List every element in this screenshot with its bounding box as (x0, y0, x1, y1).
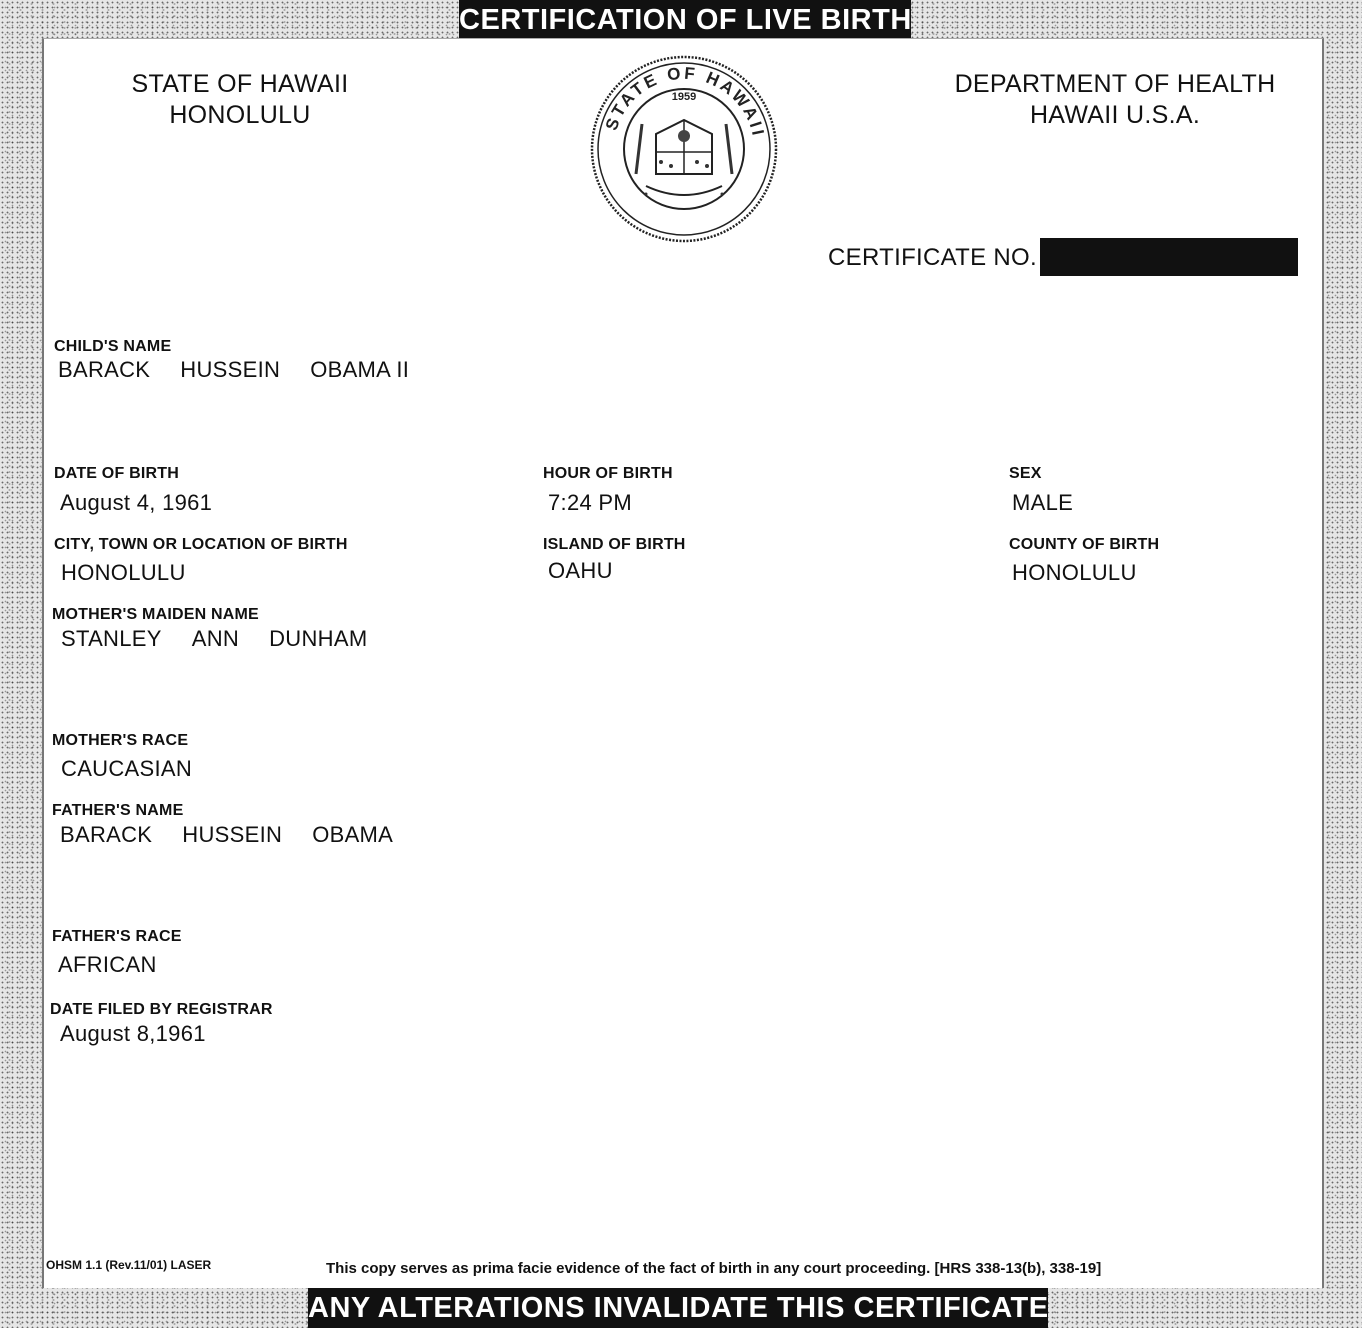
fathers-race-label: FATHER'S RACE (52, 928, 182, 945)
mothers-last-name: DUNHAM (269, 626, 368, 651)
header-left (120, 70, 360, 130)
header-department: DEPARTMENT OF HEALTH (954, 70, 1276, 98)
fathers-name-value (60, 822, 423, 848)
seal-year: 1959 (671, 91, 697, 103)
sex-value: MALE (1012, 490, 1074, 515)
fathers-last-name: OBAMA (312, 822, 394, 847)
fathers-race-value: AFRICAN (58, 952, 157, 977)
date-of-birth-value: August 4, 1961 (60, 490, 213, 515)
childs-last-name: OBAMA II (310, 357, 410, 382)
header-country: HAWAII U.S.A. (1029, 101, 1201, 129)
certificate-number-label: CERTIFICATE NO. (828, 244, 1037, 271)
hour-of-birth-value: 7:24 PM (548, 490, 633, 515)
childs-name-label: CHILD'S NAME (54, 338, 172, 355)
fathers-name-label: FATHER'S NAME (52, 802, 184, 819)
childs-first-name: BARACK (58, 357, 151, 382)
header-right (950, 70, 1280, 130)
childs-middle-name: HUSSEIN (180, 357, 281, 382)
mothers-race-label: MOTHER'S RACE (52, 732, 189, 749)
city-of-birth-value: HONOLULU (61, 560, 186, 585)
mothers-race-value: CAUCASIAN (61, 756, 193, 781)
alterations-banner: ANY ALTERATIONS INVALIDATE THIS CERTIFICATE (308, 1288, 1048, 1328)
hour-of-birth-label: HOUR OF BIRTH (543, 465, 673, 482)
header-city: HONOLULU (169, 101, 311, 129)
date-of-birth-label: DATE OF BIRTH (54, 465, 179, 482)
sex-label: SEX (1009, 465, 1042, 482)
footer-note: This copy serves as prima facie evidence of the fact of birth in any court proceeding. [HRS 338-13(b), 338-19] (326, 1260, 1102, 1277)
city-of-birth-label: CITY, TOWN OR LOCATION OF BIRTH (54, 536, 348, 553)
date-filed-value: August 8,1961 (60, 1021, 206, 1046)
island-of-birth-label: ISLAND OF BIRTH (543, 536, 686, 553)
header-state: STATE OF HAWAII (131, 70, 349, 98)
fathers-first-name: BARACK (60, 822, 153, 847)
form-id: OHSM 1.1 (Rev.11/01) LASER (46, 1258, 212, 1272)
state-seal-icon (586, 54, 782, 244)
title-banner: CERTIFICATION OF LIVE BIRTH (459, 0, 911, 40)
date-filed-label: DATE FILED BY REGISTRAR (50, 1001, 273, 1018)
fathers-middle-name: HUSSEIN (182, 822, 283, 847)
mothers-maiden-name-label: MOTHER'S MAIDEN NAME (52, 606, 259, 623)
seal-text: STATE OF HAWAII (601, 63, 769, 140)
mothers-first-name: STANLEY (61, 626, 162, 651)
county-of-birth-label: COUNTY OF BIRTH (1009, 536, 1160, 553)
mothers-middle-name: ANN (191, 626, 240, 651)
mothers-maiden-name-value (61, 626, 397, 652)
childs-name-value (58, 357, 439, 383)
island-of-birth-value: OAHU (548, 558, 613, 583)
certificate-number-redacted (1040, 238, 1298, 276)
county-of-birth-value: HONOLULU (1012, 560, 1137, 585)
